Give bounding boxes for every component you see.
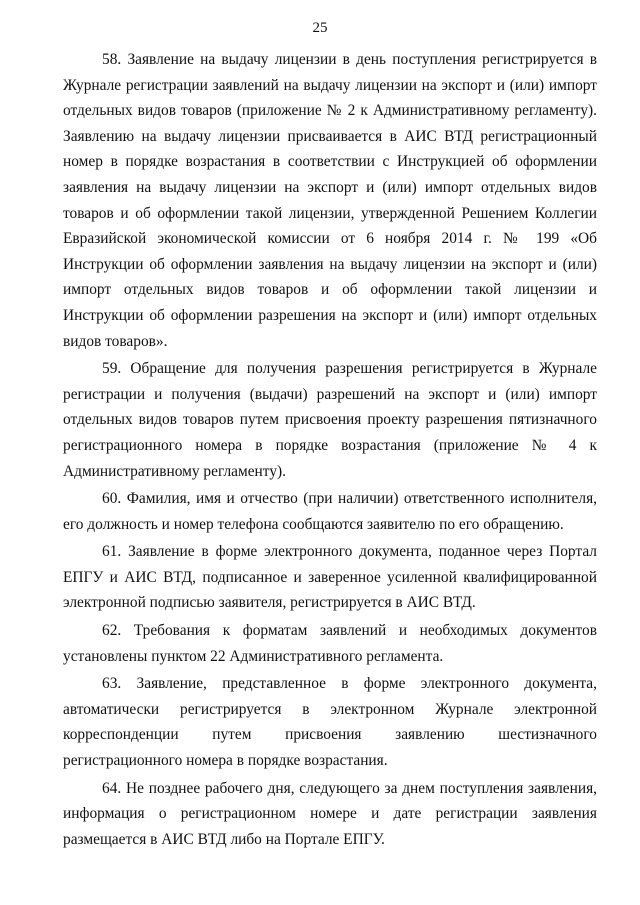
paragraph-63: 63. Заявление, представленное в форме электронного документа, автоматически регистрируется в электронном Журнале электронной корреспонденции путем присвоения заявлению шестизначного регистрационного номера в порядке возрастания. xyxy=(63,675,597,770)
paragraph-62: 62. Требования к форматам заявлений и необходимых документов установлены пунктом 22 Административного регламента. xyxy=(63,622,597,665)
document-body xyxy=(63,47,597,854)
paragraph-59: 59. Обращение для получения разрешения регистрируется в Журнале регистрации и получения (выдачи) разрешений на экспорт и (или) импорт отдельных видов товаров путем присвоения проекту разрешения пятизначного регистрационного номера в порядке возрастания (приложение № 4 к Административному регламенту). xyxy=(63,360,597,480)
page-number: 25 xyxy=(312,20,328,36)
paragraph-60: 60. Фамилия, имя и отчество (при наличии) ответственного исполнителя, его должность и номер телефона сообщаются заявителю по его обращению. xyxy=(63,490,597,533)
paragraph-58: 58. Заявление на выдачу лицензии в день поступления регистрируется в Журнале регистрации заявлений на выдачу лицензии на экспорт и (или) импорт отдельных видов товаров (приложение № 2 к Административному регламенту). Заявлению на выдачу лицензии присваивается в АИС ВТД регистрационный номер в порядке возрастания в соответствии с Инструкцией об оформлении заявления на выдачу лицензии на экспорт и (или) импорт отдельных видов товаров и об оформлении такой лицензии, утвержденной Решением Коллегии Евразийской экономической комиссии от 6 ноября 2014 г. № 199 «Об Инструкции об оформлении заявления на выдачу лицензии на экспорт и (или) импорт отдельных видов товаров и об оформлении такой лицензии и Инструкции об оформлении разрешения на экспорт и (или) импорт отдельных видов товаров». xyxy=(63,51,597,350)
paragraph-64: 64. Не позднее рабочего дня, следующего за днем поступления заявления, информация о регистрационном номере и дате регистрации заявления размещается в АИС ВТД либо на Портале ЕПГУ. xyxy=(63,779,597,848)
paragraph-61: 61. Заявление в форме электронного документа, поданное через Портал ЕПГУ и АИС ВТД, подписанное и заверенное усиленной квалифицированной электронной подписью заявителя, регистрируется в АИС ВТД. xyxy=(63,543,597,612)
